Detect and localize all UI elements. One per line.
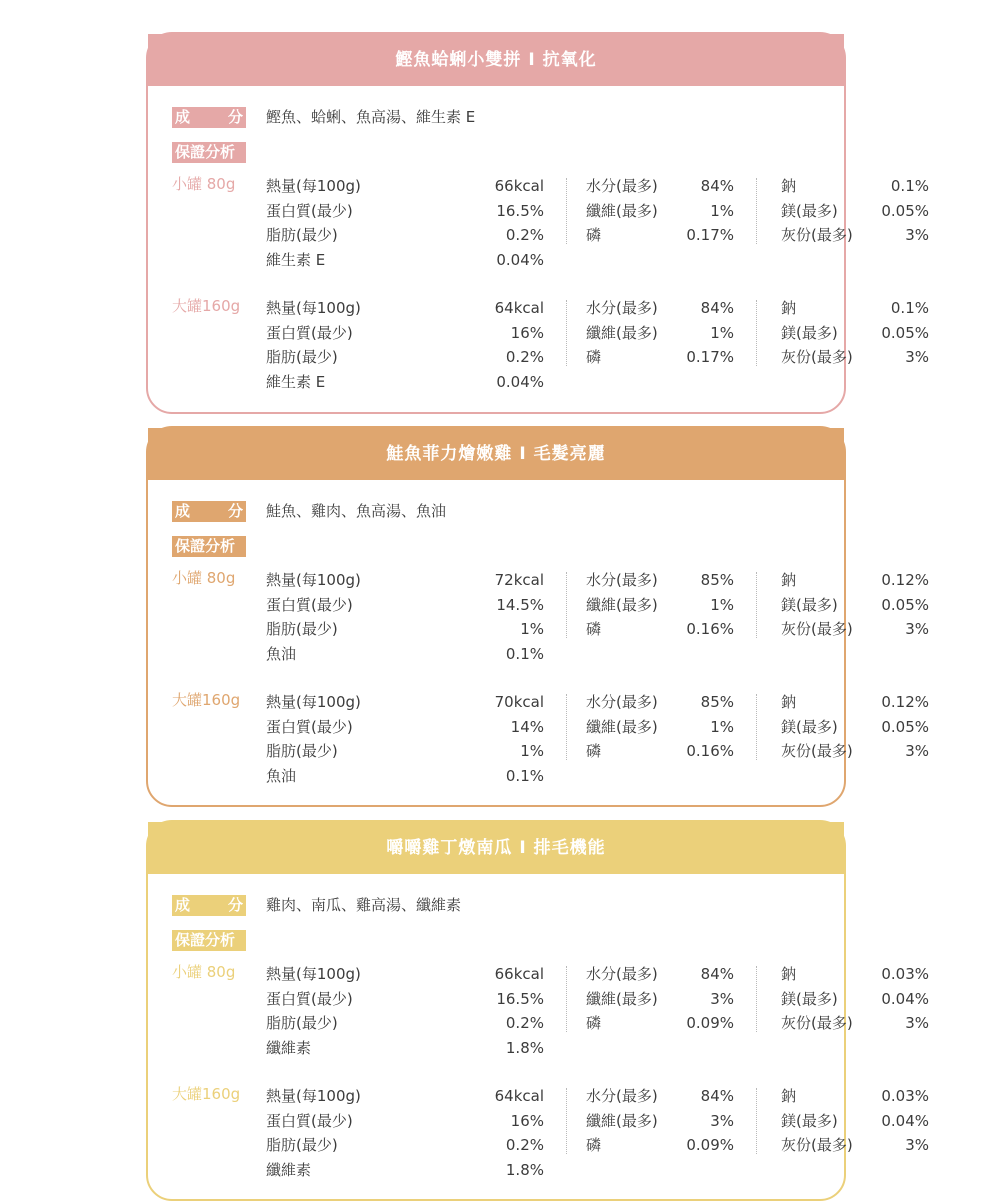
- nutrient-name: 磷: [586, 1014, 602, 1032]
- nutrient-name: 纖維素: [266, 1160, 312, 1179]
- card-title: 嚼嚼雞丁燉南瓜 I 排毛機能: [148, 822, 844, 874]
- ingredients-label-char: 分: [227, 108, 243, 126]
- nutrition-row: [266, 345, 929, 370]
- nutrition-row: [266, 370, 826, 395]
- nutrient-name: 脂肪(最少): [266, 348, 338, 366]
- nutrient-value: 3%: [905, 1136, 929, 1154]
- nutrient-name: 鈉: [781, 299, 797, 317]
- nutrition-row: [266, 987, 929, 1012]
- nutrient-value: 16%: [510, 323, 544, 342]
- card-title: 鮭魚菲力燴嫩雞 I 毛髮亮麗: [148, 428, 844, 480]
- nutrient-name: 灰份(最多): [781, 348, 853, 366]
- product-card: [146, 32, 929, 414]
- nutrient-value: 0.1%: [890, 299, 929, 317]
- nutrient-value: 1.8%: [505, 1160, 544, 1179]
- nutrition-table: [266, 174, 929, 272]
- nutrient-value: 85%: [700, 693, 734, 711]
- size-label: 大罐160g: [172, 691, 241, 709]
- card-title: 鰹魚蛤蜊小雙拼 I 抗氧化: [148, 34, 844, 86]
- nutrition-row: [266, 174, 929, 199]
- nutrient-name: 脂肪(最少): [266, 620, 338, 638]
- nutrition-row: [266, 1036, 826, 1061]
- nutrient-value: 1%: [710, 201, 734, 220]
- nutrient-value: 3%: [905, 742, 929, 760]
- nutrient-name: 鎂(最多): [781, 1111, 838, 1130]
- nutrient-value: 0.2%: [505, 226, 544, 244]
- nutrient-value: 0.17%: [686, 348, 734, 366]
- nutrient-name: 蛋白質(最少): [266, 717, 353, 736]
- nutrition-row: [266, 199, 929, 224]
- nutrition-row: [266, 642, 826, 667]
- nutrition-row: [266, 1109, 929, 1134]
- nutrient-name: 纖維(最多): [586, 1111, 658, 1130]
- nutrient-value: 0.05%: [881, 717, 929, 736]
- nutrition-table: [266, 690, 929, 788]
- nutrient-name: 蛋白質(最少): [266, 595, 353, 614]
- nutrient-name: 鎂(最多): [781, 201, 838, 220]
- nutrient-name: 纖維(最多): [586, 323, 658, 342]
- nutrient-name: 灰份(最多): [781, 620, 853, 638]
- nutrient-value: 16.5%: [496, 989, 544, 1008]
- nutrient-value: 0.17%: [686, 226, 734, 244]
- nutrient-name: 維生素 E: [266, 372, 326, 391]
- nutrient-name: 魚油: [266, 766, 297, 785]
- product-card: [146, 820, 929, 1201]
- nutrient-name: 脂肪(最少): [266, 1014, 338, 1032]
- nutrition-row: [266, 223, 929, 248]
- nutrient-value: 85%: [700, 571, 734, 589]
- nutrient-name: 鎂(最多): [781, 717, 838, 736]
- nutrition-row: [266, 568, 929, 593]
- nutrition-row: [266, 715, 929, 740]
- nutrient-value: 0.1%: [890, 177, 929, 195]
- nutrient-value: 1.8%: [505, 1038, 544, 1057]
- nutrient-name: 磷: [586, 226, 602, 244]
- nutrient-name: 維生素 E: [266, 250, 326, 269]
- nutrition-row: [266, 617, 929, 642]
- nutrient-value: 84%: [700, 965, 734, 983]
- ingredients-label: [172, 895, 246, 916]
- nutrient-name: 灰份(最多): [781, 1014, 853, 1032]
- nutrient-name: 灰份(最多): [781, 742, 853, 760]
- nutrition-row: [266, 296, 929, 321]
- nutrient-name: 熱量(每100g): [266, 299, 361, 317]
- nutrient-name: 鈉: [781, 965, 797, 983]
- ingredients-label-char: 分: [227, 896, 243, 914]
- nutrient-name: 蛋白質(最少): [266, 201, 353, 220]
- nutrient-name: 磷: [586, 620, 602, 638]
- nutrition-row: [266, 248, 826, 273]
- nutrient-value: 0.04%: [496, 372, 544, 391]
- size-label: 小罐 80g: [172, 175, 236, 193]
- size-label: 大罐160g: [172, 297, 241, 315]
- nutrient-value: 0.05%: [881, 595, 929, 614]
- nutrient-name: 魚油: [266, 644, 297, 663]
- nutrient-name: 蛋白質(最少): [266, 1111, 353, 1130]
- guarantee-label: 保證分析: [172, 536, 246, 557]
- nutrient-value: 0.09%: [686, 1136, 734, 1154]
- nutrient-value: 0.03%: [881, 1087, 929, 1105]
- nutrient-name: 纖維(最多): [586, 201, 658, 220]
- nutrient-value: 16%: [510, 1111, 544, 1130]
- nutrient-value: 0.04%: [881, 989, 929, 1008]
- nutrient-name: 鎂(最多): [781, 989, 838, 1008]
- nutrition-table: [266, 568, 929, 666]
- nutrient-value: 0.12%: [881, 693, 929, 711]
- ingredients-label-char: 成: [175, 108, 191, 126]
- guarantee-label: 保證分析: [172, 930, 246, 951]
- nutrient-name: 纖維(最多): [586, 717, 658, 736]
- product-card: [146, 426, 929, 807]
- nutrient-value: 1%: [520, 742, 544, 760]
- nutrient-value: 14%: [510, 717, 544, 736]
- nutrient-value: 3%: [905, 1014, 929, 1032]
- nutrient-value: 1%: [520, 620, 544, 638]
- nutrient-name: 鈉: [781, 693, 797, 711]
- nutrient-value: 1%: [710, 323, 734, 342]
- ingredients-label: [172, 107, 246, 128]
- nutrient-value: 0.2%: [505, 1136, 544, 1154]
- nutrition-table: [266, 962, 929, 1060]
- nutrient-name: 鈉: [781, 177, 797, 195]
- nutrient-name: 灰份(最多): [781, 226, 853, 244]
- ingredients-text: 鮭魚、雞肉、魚高湯、魚油: [266, 502, 447, 520]
- nutrient-name: 水分(最多): [586, 965, 658, 983]
- nutrient-name: 水分(最多): [586, 177, 658, 195]
- ingredients-text: 雞肉、南瓜、雞高湯、纖維素: [266, 896, 462, 914]
- ingredients-label-char: 成: [175, 896, 191, 914]
- nutrition-table: [266, 1084, 929, 1182]
- nutrient-name: 水分(最多): [586, 571, 658, 589]
- nutrient-value: 70kcal: [494, 693, 544, 711]
- nutrient-value: 72kcal: [494, 571, 544, 589]
- nutrient-value: 1%: [710, 717, 734, 736]
- nutrition-row: [266, 593, 929, 618]
- nutrient-value: 3%: [905, 348, 929, 366]
- nutrient-name: 纖維(最多): [586, 595, 658, 614]
- nutrient-name: 纖維素: [266, 1038, 312, 1057]
- nutrient-value: 0.04%: [496, 250, 544, 269]
- nutrient-name: 鈉: [781, 1087, 797, 1105]
- nutrient-value: 0.04%: [881, 1111, 929, 1130]
- nutrition-row: [266, 321, 929, 346]
- nutrient-value: 0.16%: [686, 620, 734, 638]
- nutrition-row: [266, 962, 929, 987]
- nutrient-value: 0.09%: [686, 1014, 734, 1032]
- nutrient-name: 熱量(每100g): [266, 693, 361, 711]
- nutrition-row: [266, 1133, 929, 1158]
- nutrient-name: 脂肪(最少): [266, 742, 338, 760]
- nutrition-row: [266, 1011, 929, 1036]
- nutrient-value: 0.1%: [505, 766, 544, 785]
- ingredients-label-char: 分: [227, 502, 243, 520]
- nutrient-value: 0.16%: [686, 742, 734, 760]
- nutrient-value: 14.5%: [496, 595, 544, 614]
- nutrient-value: 3%: [905, 620, 929, 638]
- nutrient-name: 水分(最多): [586, 1087, 658, 1105]
- size-label: 小罐 80g: [172, 963, 236, 981]
- nutrient-name: 熱量(每100g): [266, 177, 361, 195]
- nutrient-name: 熱量(每100g): [266, 571, 361, 589]
- nutrient-name: 水分(最多): [586, 693, 658, 711]
- nutrient-name: 鈉: [781, 571, 797, 589]
- size-label: 小罐 80g: [172, 569, 236, 587]
- nutrient-value: 64kcal: [494, 299, 544, 317]
- nutrition-row: [266, 1158, 826, 1183]
- nutrient-name: 熱量(每100g): [266, 1087, 361, 1105]
- nutrient-name: 磷: [586, 742, 602, 760]
- size-label: 大罐160g: [172, 1085, 241, 1103]
- ingredients-label: [172, 501, 246, 522]
- nutrient-value: 3%: [710, 1111, 734, 1130]
- nutrient-value: 84%: [700, 299, 734, 317]
- nutrient-name: 灰份(最多): [781, 1136, 853, 1154]
- nutrient-name: 纖維(最多): [586, 989, 658, 1008]
- nutrient-name: 脂肪(最少): [266, 1136, 338, 1154]
- nutrient-value: 0.05%: [881, 323, 929, 342]
- nutrient-value: 0.05%: [881, 201, 929, 220]
- nutrient-value: 84%: [700, 177, 734, 195]
- nutrient-name: 磷: [586, 348, 602, 366]
- nutrient-name: 熱量(每100g): [266, 965, 361, 983]
- nutrient-value: 3%: [905, 226, 929, 244]
- nutrition-row: [266, 739, 929, 764]
- ingredients-label-char: 成: [175, 502, 191, 520]
- nutrient-name: 水分(最多): [586, 299, 658, 317]
- nutrient-name: 蛋白質(最少): [266, 323, 353, 342]
- nutrient-value: 0.1%: [505, 644, 544, 663]
- nutrient-value: 0.03%: [881, 965, 929, 983]
- nutrition-row: [266, 690, 929, 715]
- guarantee-label: 保證分析: [172, 142, 246, 163]
- nutrient-name: 磷: [586, 1136, 602, 1154]
- nutrient-name: 鎂(最多): [781, 323, 838, 342]
- nutrient-value: 16.5%: [496, 201, 544, 220]
- nutrient-value: 66kcal: [494, 965, 544, 983]
- nutrition-row: [266, 1084, 929, 1109]
- nutrition-row: [266, 764, 826, 789]
- nutrient-value: 1%: [710, 595, 734, 614]
- nutrient-value: 3%: [710, 989, 734, 1008]
- nutrient-value: 0.12%: [881, 571, 929, 589]
- nutrition-table: [266, 296, 929, 394]
- nutrient-value: 0.2%: [505, 348, 544, 366]
- nutrient-name: 脂肪(最少): [266, 226, 338, 244]
- nutrient-value: 64kcal: [494, 1087, 544, 1105]
- nutrient-value: 0.2%: [505, 1014, 544, 1032]
- nutrient-name: 蛋白質(最少): [266, 989, 353, 1008]
- nutrient-name: 鎂(最多): [781, 595, 838, 614]
- ingredients-text: 鰹魚、蛤蜊、魚高湯、維生素 E: [266, 108, 476, 126]
- nutrient-value: 84%: [700, 1087, 734, 1105]
- nutrient-value: 66kcal: [494, 177, 544, 195]
